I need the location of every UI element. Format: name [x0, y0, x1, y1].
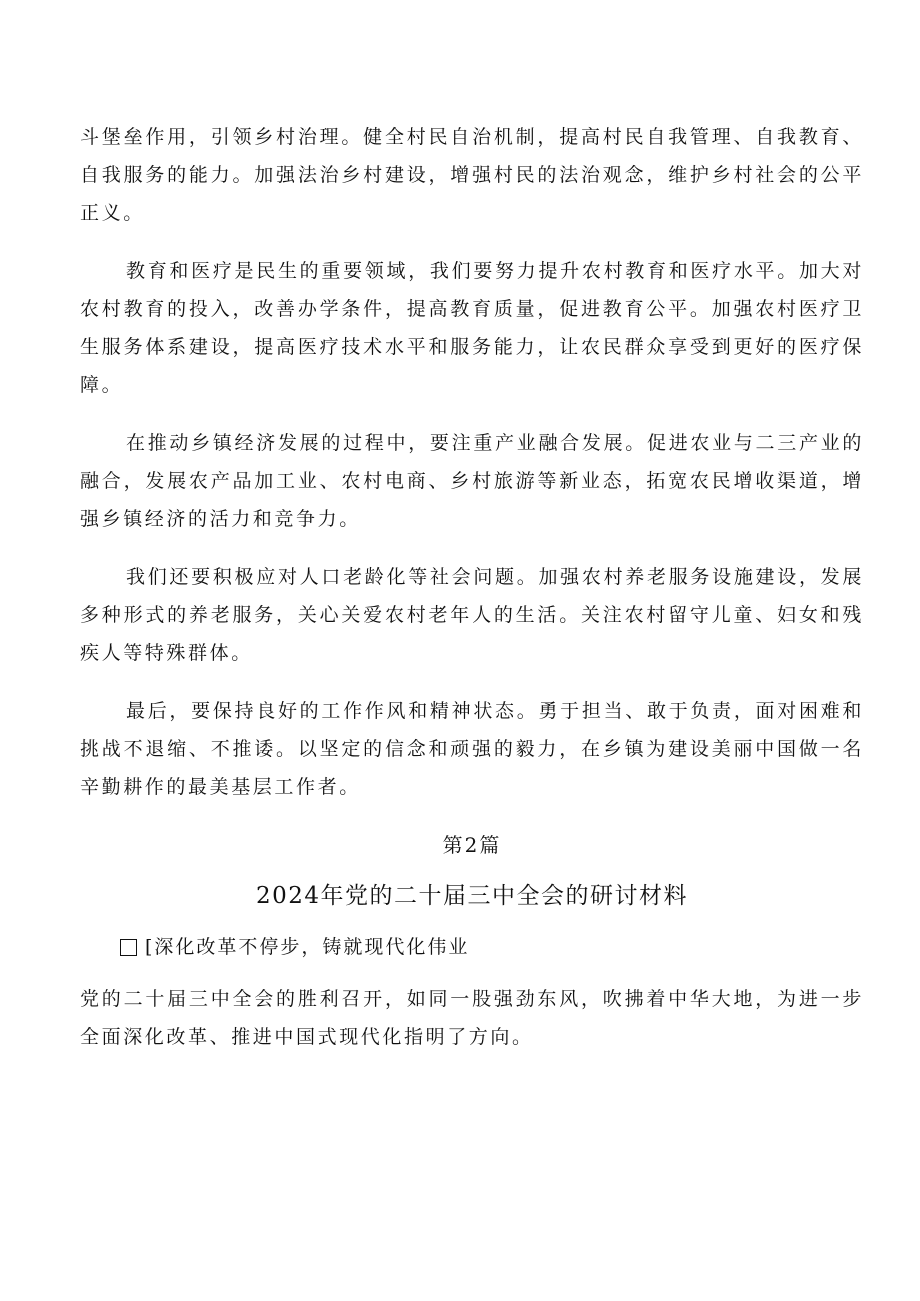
paragraph-3: 在推动乡镇经济发展的过程中，要注重产业融合发展。促进农业与二三产业的融合，发展农产品加工业、农村电商、乡村旅游等新业态，拓宽农民增收渠道，增强乡镇经济的活力和竞争力。: [80, 432, 864, 530]
paragraph-5: 最后，要保持良好的工作作风和精神状态。勇于担当、敢于负责，面对困难和挑战不退缩、不推诿。以坚定的信念和顽强的毅力，在乡镇为建设美丽中国做一名辛勤耕作的最美基层工作者。: [80, 700, 864, 798]
subheading-text: [深化改革不停步，铸就现代化伟业: [145, 936, 470, 958]
document-title: 2024年党的二十届三中全会的研讨材料: [255, 883, 689, 909]
paragraph-1: 斗堡垒作用，引领乡村治理。健全村民自治机制，提高村民自我管理、自我教育、自我服务的能力。加强法治乡村建设，增强村民的法治观念，维护乡村社会的公平正义。: [80, 126, 864, 224]
paragraph-2: 教育和医疗是民生的重要领域，我们要努力提升农村教育和医疗水平。加大对农村教育的投入，改善办学条件，提高教育质量，促进教育公平。加强农村医疗卫生服务体系建设，提高医疗技术水平和服务能力，让农民群众享受到更好的医疗保障。: [80, 260, 864, 396]
checkbox-square-icon: [120, 939, 137, 956]
section-label: 第2篇: [442, 833, 502, 857]
subheading: [120, 928, 864, 966]
paragraph-4: 我们还要积极应对人口老龄化等社会问题。加强农村养老服务设施建设，发展多种形式的养老服务，关心关爱农村老年人的生活。关注农村留守儿童、妇女和残疾人等特殊群体。: [80, 566, 864, 664]
document-page: [80, 118, 864, 1076]
paragraph-bottom: 党的二十届三中全会的胜利召开，如同一股强劲东风，吹拂着中华大地，为进一步全面深化改革、推进中国式现代化指明了方向。: [80, 988, 864, 1048]
